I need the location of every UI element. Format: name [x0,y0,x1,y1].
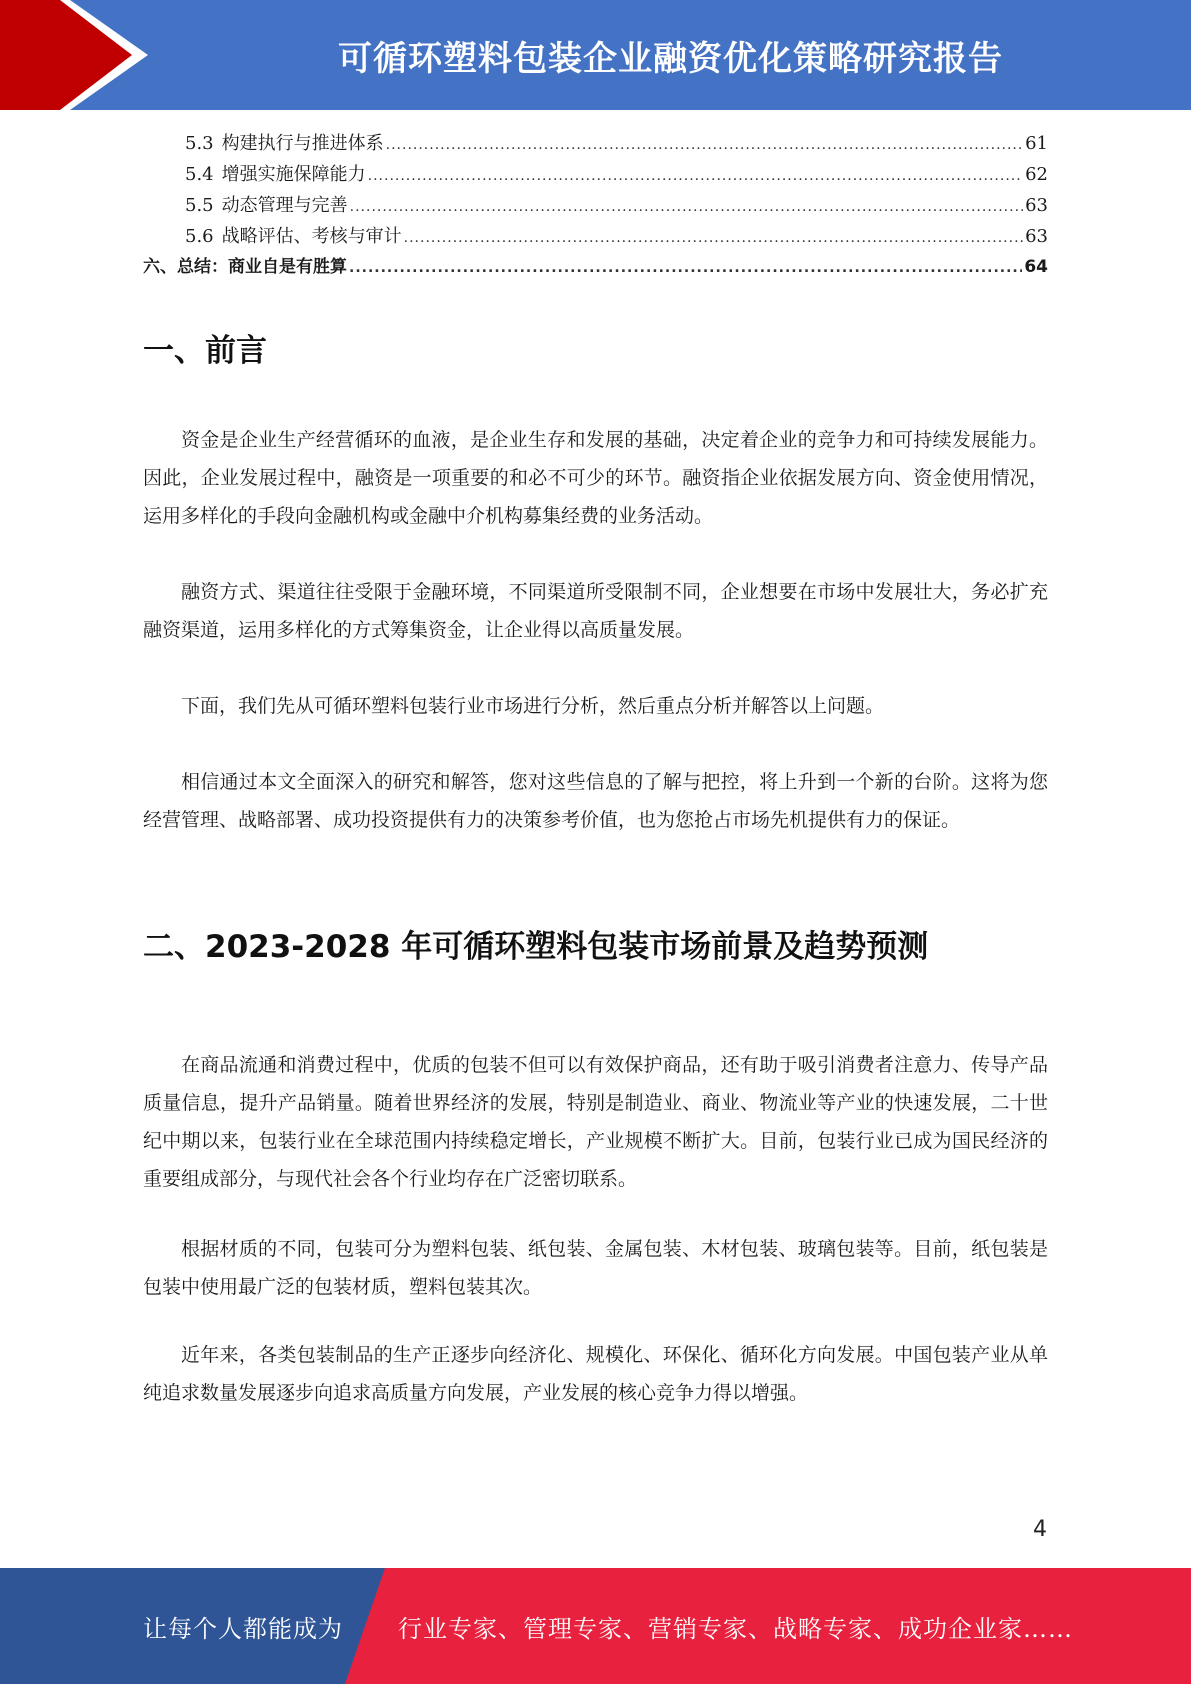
footer-slogan-right: 行业专家、管理专家、营销专家、战略专家、成功企业家…… [398,1614,1073,1643]
toc-leader-dots [349,253,1022,284]
paragraph: 在商品流通和消费过程中，优质的包装不但可以有效保护商品，还有助于吸引消费者注意力、传导产品质量信息，提升产品销量。随着世界经济的发展，特别是制造业、商业、物流业等产业的快速发展，二十世纪中期以来，包装行业在全球范围内持续稳定增长，产业规模不断扩大。目前，包装行业已成为国民经济的重要组成部分，与现代社会各个行业均存在广泛密切联系。 [143,1054,1048,1190]
paragraph: 融资方式、渠道往往受限于金融环境，不同渠道所受限制不同，企业想要在市场中发展壮大，务必扩充融资渠道，运用多样化的方式筹集资金，让企业得以高质量发展。 [143,581,1048,641]
footer-banner [0,1568,1191,1684]
toc-number: 5.4 [185,164,214,185]
toc-label: 增强实施保障能力 [221,164,366,185]
toc-leader-dots [386,130,1023,161]
paragraph: 根据材质的不同，包装可分为塑料包装、纸包装、金属包装、木材包装、玻璃包装等。目前，纸包装是包装中使用最广泛的包装材质，塑料包装其次。 [143,1238,1048,1298]
toc-entry[interactable] [143,128,1048,159]
toc-leader-dots [404,223,1023,254]
toc-entry-main[interactable] [143,252,1048,283]
section-heading-preface: 一、前言 [143,333,267,369]
toc-page: 61 [1025,133,1048,154]
toc-entry[interactable] [143,190,1048,221]
section-heading-forecast: 二、2023-2028 年可循环塑料包装市场前景及趋势预测 [143,929,929,965]
header-banner [0,0,1191,110]
paragraph: 资金是企业生产经营循环的血液，是企业生存和发展的基础，决定着企业的竞争力和可持续发展能力。因此，企业发展过程中，融资是一项重要的和必不可少的环节。融资指企业依据发展方向、资金使用情况，运用多样化的手段向金融机构或金融中介机构募集经费的业务活动。 [143,429,1048,527]
toc-number: 5.6 [185,226,214,247]
footer-slogan-left: 让每个人都能成为 [143,1614,343,1643]
toc-number: 5.5 [185,195,214,216]
toc-page: 63 [1025,226,1048,247]
page-number: 4 [1033,1517,1047,1542]
toc-label: 六、总结：商业自是有胜算 [143,257,347,277]
toc-leader-dots [368,161,1023,192]
toc-page: 63 [1025,195,1048,216]
report-title: 可循环塑料包装企业融资优化策略研究报告 [338,38,1003,79]
toc-entry[interactable] [143,221,1048,252]
header-chevron-icon [0,0,160,110]
toc-label: 动态管理与完善 [221,195,348,216]
paragraph: 相信通过本文全面深入的研究和解答，您对这些信息的了解与把控，将上升到一个新的台阶。这将为您经营管理、战略部署、成功投资提供有力的决策参考价值，也为您抢占市场先机提供有力的保证。 [143,771,1048,831]
paragraph: 下面，我们先从可循环塑料包装行业市场进行分析，然后重点分析并解答以上问题。 [181,695,885,717]
toc-page: 64 [1024,257,1048,277]
paragraph: 近年来，各类包装制品的生产正逐步向经济化、规模化、环保化、循环化方向发展。中国包装产业从单纯追求数量发展逐步向追求高质量方向发展，产业发展的核心竞争力得以增强。 [143,1344,1048,1404]
toc-page: 62 [1025,164,1048,185]
toc-entry[interactable] [143,159,1048,190]
table-of-contents [143,128,1048,283]
toc-label: 战略评估、考核与审计 [221,226,402,247]
toc-number: 5.3 [185,133,214,154]
toc-leader-dots [350,192,1023,223]
toc-label: 构建执行与推进体系 [221,133,384,154]
